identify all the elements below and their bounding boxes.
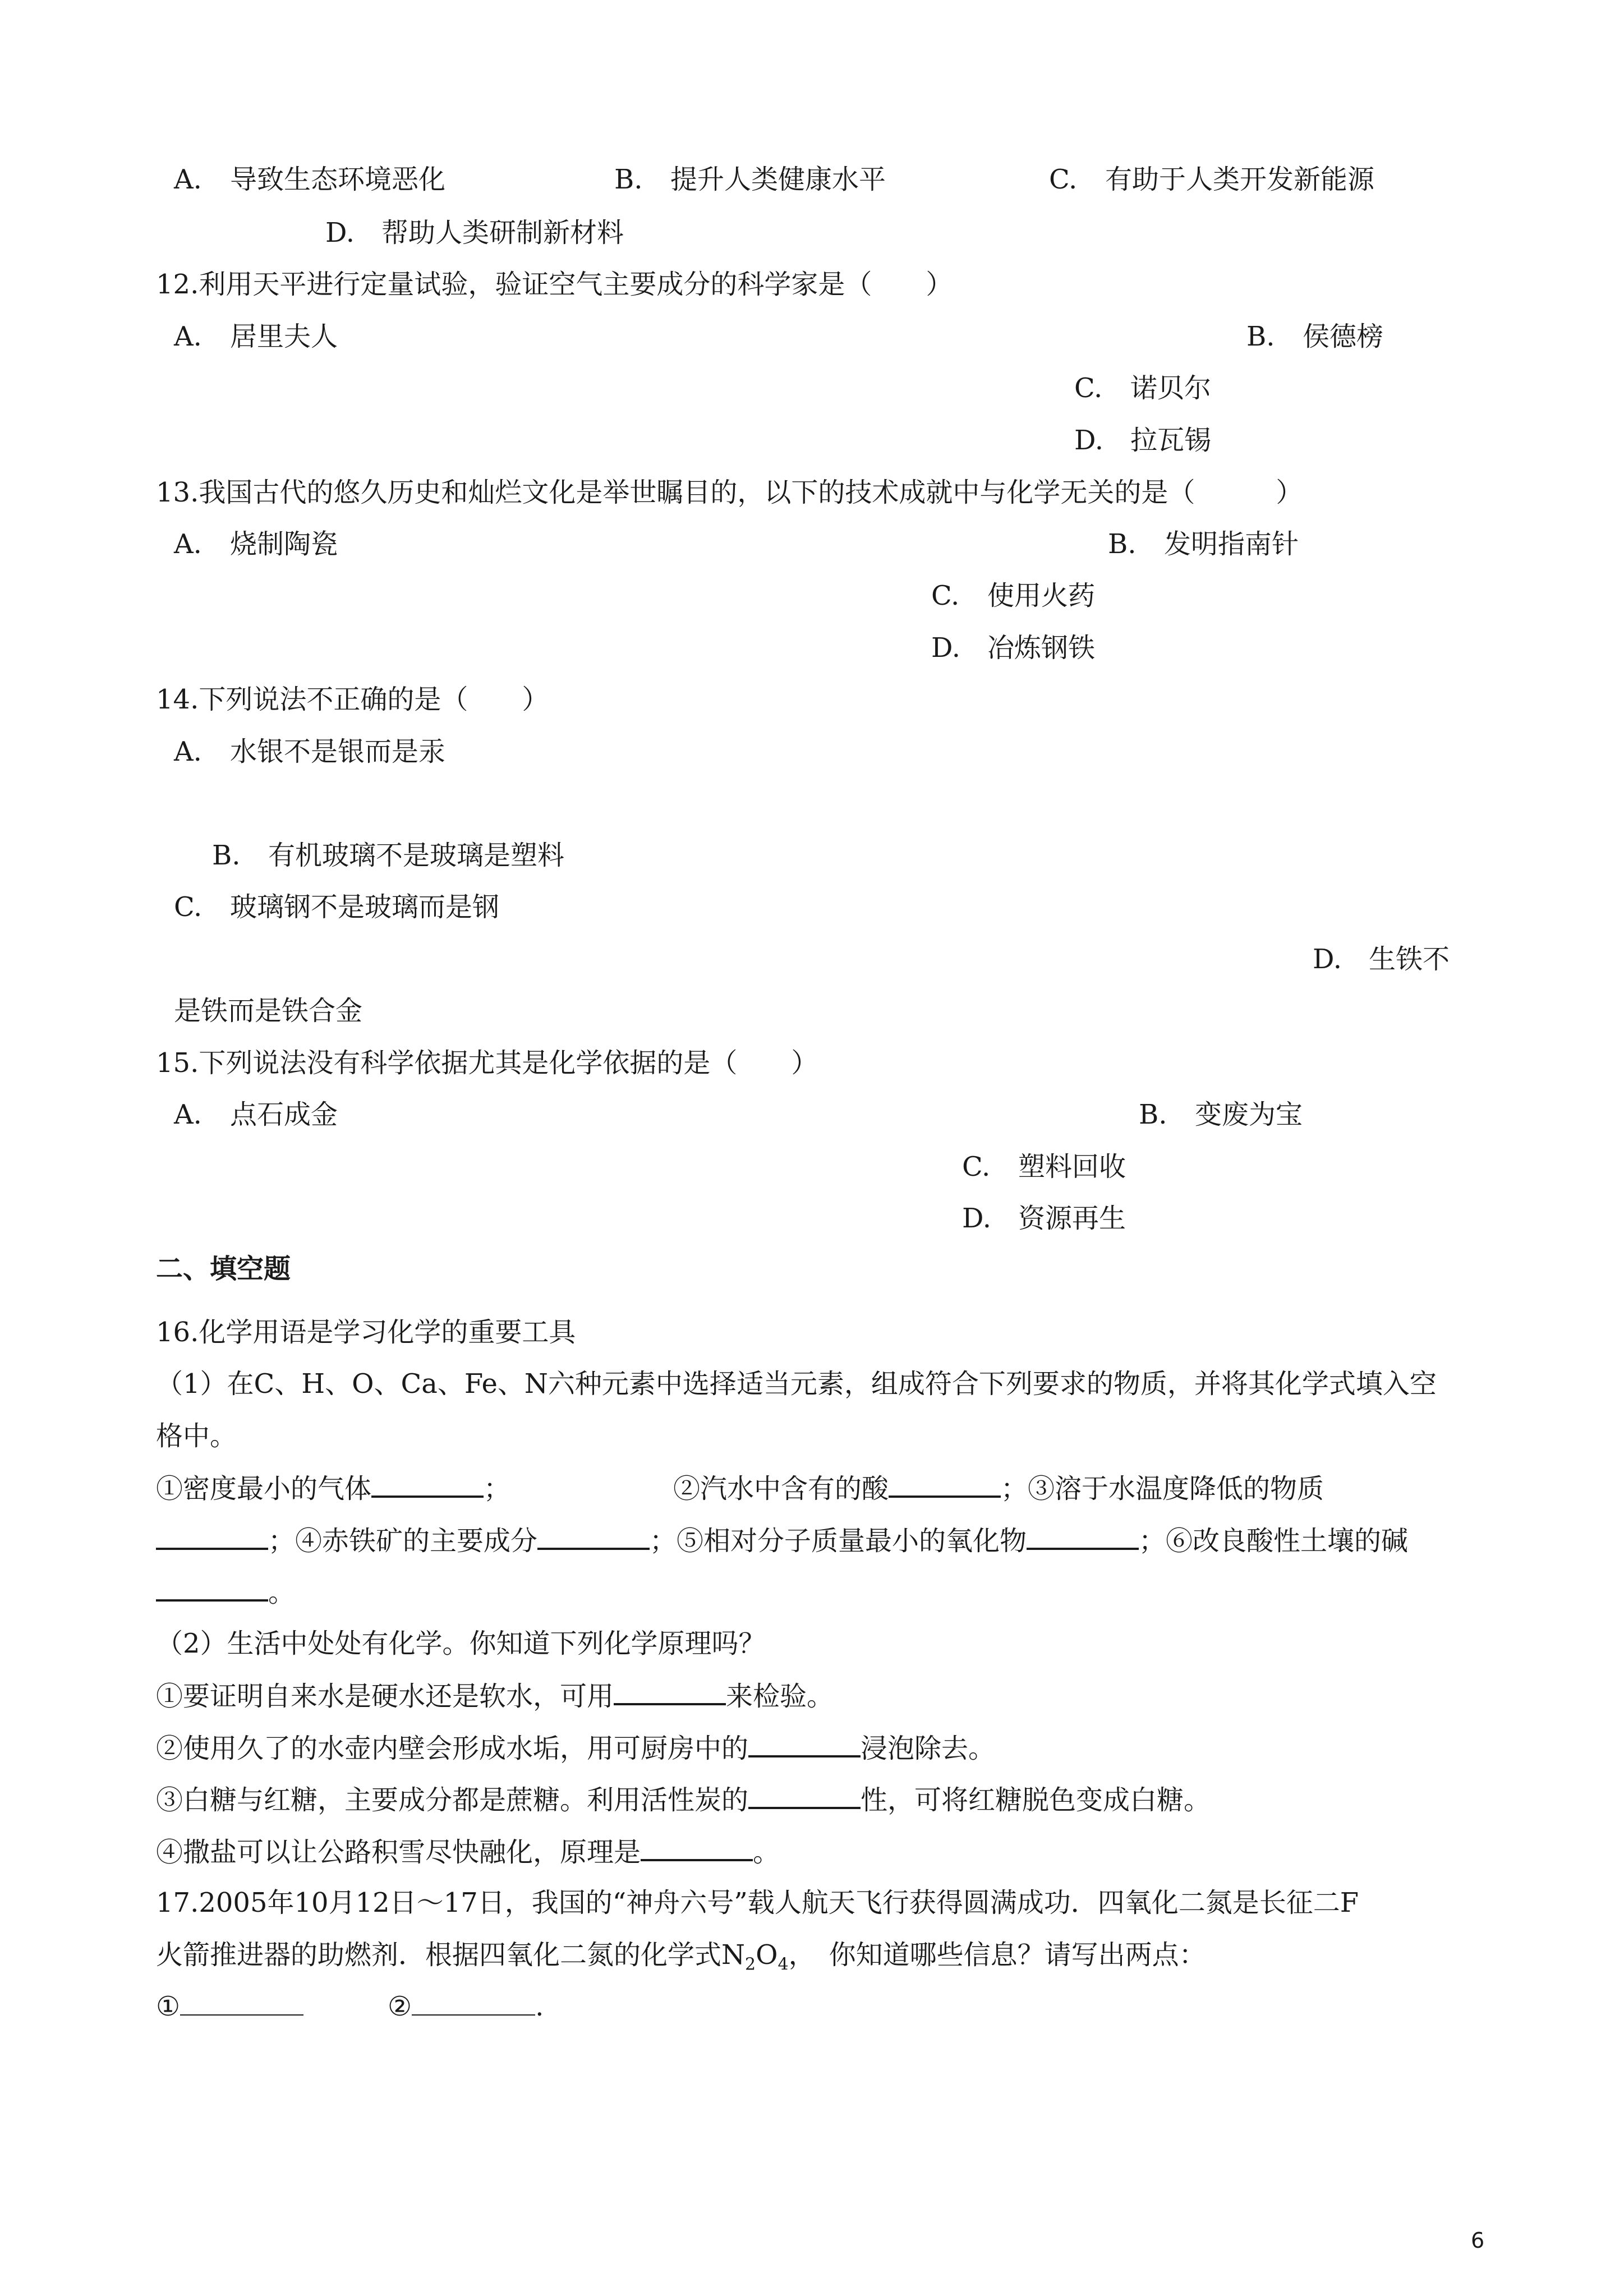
q15-option-b: B. 变废为宝: [1139, 1099, 1303, 1130]
answer-blank[interactable]: [156, 1575, 268, 1602]
q17-answers: ① ② .: [156, 1991, 544, 2022]
section-title: 二、填空题: [156, 1253, 291, 1285]
q16-items-row3: 。: [156, 1575, 295, 1609]
q13-option-d: D. 冶炼钢铁: [931, 632, 1096, 664]
q14-option-d-continued: 是铁而是铁合金: [174, 995, 363, 1027]
q14-option-c: C. 玻璃钢不是玻璃而是钢: [174, 891, 500, 923]
q15-option-c: C. 塑料回收: [962, 1151, 1126, 1182]
q16-part2-item: ③白糖与红糖，主要成分都是蔗糖。利用活性炭的 性，可将红糖脱色变成白糖。: [156, 1782, 1211, 1817]
q12-option-d: D. 拉瓦锡: [1074, 425, 1212, 456]
q16-stem: 16.化学用语是学习化学的重要工具: [156, 1317, 576, 1348]
q11-option-b: B. 提升人类健康水平: [614, 164, 886, 195]
answer-blank[interactable]: [537, 1523, 650, 1550]
q11-option-c: C. 有助于人类开发新能源: [1049, 164, 1375, 195]
answer-blank[interactable]: [748, 1731, 861, 1757]
q15-option-d: D. 资源再生: [962, 1203, 1126, 1234]
q17-line2: 火箭推进器的助燃剂．根据四氧化二氮的化学式$N_2O_4$， 你知道哪些信息？请写出两点：: [156, 1939, 1206, 1975]
answer-blank[interactable]: [889, 1471, 1001, 1498]
q13-option-c: C. 使用火药: [931, 580, 1096, 611]
q16-items-row1-right: ②汽水中含有的酸 ；③溶于水温度降低的物质: [673, 1471, 1324, 1506]
q11-option-d: D. 帮助人类研制新材料: [325, 217, 624, 249]
q16-part2-item: ①要证明自来水是硬水还是软水，可用 来检验。: [156, 1678, 834, 1713]
q14-option-b: B. 有机玻璃不是玻璃是塑料: [212, 840, 565, 871]
q16-items-row1: ①密度最小的气体 ；: [156, 1471, 510, 1506]
q14-option-a: A. 水银不是银而是汞: [174, 736, 446, 767]
q16-part1-line2: 格中。: [156, 1420, 237, 1452]
q17-line1: 17.2005年10月12日～17日，我国的“神舟六号”载人航天飞行获得圆满成功．四氧化二氮是长征二F: [156, 1887, 1359, 1918]
q16-part1-line1: （1）在C、H、O、Ca、Fe、N六种元素中选择适当元素，组成符合下列要求的物质，并将其化学式填入空: [156, 1368, 1437, 1400]
q14-stem: 14.下列说法不正确的是（ ）: [156, 684, 549, 715]
chemical-formula: $N_2O_4$: [721, 1939, 789, 1975]
answer-blank[interactable]: [412, 1990, 535, 2016]
q13-option-a: A. 烧制陶瓷: [174, 528, 338, 560]
q16-part2-item: ②使用久了的水壶内壁会形成水垢，用可厨房中的 浸泡除去。: [156, 1731, 995, 1765]
q16-part2-item: ④撒盐可以让公路积雪尽快融化，原理是 。: [156, 1834, 780, 1869]
answer-blank[interactable]: [748, 1782, 861, 1809]
answer-blank[interactable]: [1027, 1523, 1139, 1550]
answer-blank[interactable]: [641, 1834, 753, 1861]
q15-option-a: A. 点石成金: [174, 1099, 338, 1130]
q13-option-b: B. 发明指南针: [1108, 528, 1299, 560]
q12-option-c: C. 诺贝尔: [1074, 372, 1212, 404]
answer-blank[interactable]: [614, 1678, 726, 1705]
answer-blank[interactable]: [180, 1990, 303, 2016]
q13-stem: 13.我国古代的悠久历史和灿烂文化是举世瞩目的，以下的技术成就中与化学无关的是（ ）: [156, 477, 1303, 508]
page-number: 6: [1471, 2228, 1485, 2253]
q16-items-row2: ；④赤铁矿的主要成分 ；⑤相对分子质量最小的氧化物 ；⑥改良酸性土壤的碱: [156, 1523, 1408, 1558]
answer-blank[interactable]: [156, 1523, 268, 1550]
q16-part2-intro: （2）生活中处处有化学。你知道下列化学原理吗？: [156, 1628, 766, 1659]
answer-blank[interactable]: [371, 1471, 484, 1498]
q15-stem: 15.下列说法没有科学依据尤其是化学依据的是（ ）: [156, 1047, 818, 1079]
q11-option-a: A. 导致生态环境恶化: [174, 164, 446, 195]
q12-option-a: A. 居里夫人: [174, 321, 338, 352]
q14-option-d: D. 生铁不: [1313, 944, 1450, 975]
q12-option-b: B. 侯德榜: [1246, 321, 1384, 352]
q12-stem: 12.利用天平进行定量试验，验证空气主要成分的科学家是（ ）: [156, 269, 953, 300]
